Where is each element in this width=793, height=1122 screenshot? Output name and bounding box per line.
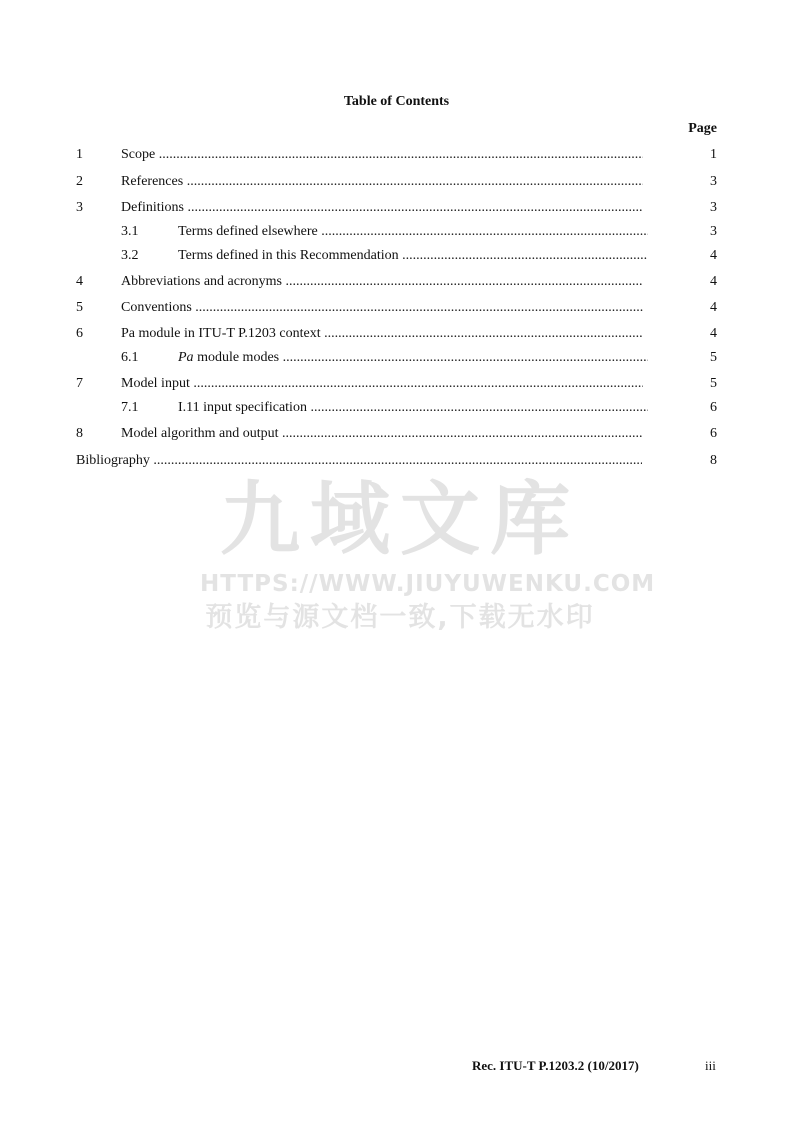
entry-title: Model algorithm and output ..... <box>121 424 643 444</box>
entry-title-italic: Pa <box>178 350 194 365</box>
watermark-notice: 预览与源文档一致,下载无水印 <box>205 602 595 633</box>
toc-entry[interactable] <box>0 424 793 444</box>
entry-page: 5 <box>710 376 717 391</box>
toc-entry[interactable] <box>0 172 793 192</box>
entry-page: 8 <box>710 453 717 468</box>
entry-number: 1 <box>76 147 83 162</box>
footer-page-number: iii <box>705 1058 716 1073</box>
footer-recommendation: Rec. ITU-T P.1203.2 (10/2017) <box>472 1058 639 1073</box>
entry-number: 2 <box>76 174 83 189</box>
entry-page: 3 <box>710 200 717 215</box>
watermark <box>200 472 656 636</box>
toc-entry[interactable] <box>0 298 793 318</box>
entry-title-rest: module modes <box>193 350 280 365</box>
entry-title: References ..... <box>121 172 643 192</box>
toc-entry[interactable] <box>0 398 793 418</box>
toc-entry[interactable] <box>0 348 793 368</box>
toc-entry[interactable] <box>0 374 793 394</box>
entry-title: Definitions ..... <box>121 198 643 218</box>
entry-page: 3 <box>710 224 717 239</box>
entry-page: 6 <box>710 426 717 441</box>
toc-entry[interactable] <box>0 272 793 292</box>
entry-number: 7 <box>76 376 83 391</box>
entry-title: Abbreviations and acronyms ..... <box>121 272 643 292</box>
entry-page: 4 <box>710 326 717 341</box>
toc-entry[interactable] <box>0 324 793 344</box>
entry-number: 7.1 <box>121 400 139 415</box>
entry-page: 3 <box>710 174 717 189</box>
entry-number: 6.1 <box>121 350 139 365</box>
entry-page: 4 <box>710 300 717 315</box>
toc-title: Table of Contents <box>343 94 450 109</box>
entry-number: 3 <box>76 200 83 215</box>
entry-page: 6 <box>710 400 717 415</box>
toc-entry[interactable] <box>0 222 793 242</box>
entry-title: Terms defined elsewhere ..... <box>178 222 648 242</box>
entry-title: Scope ..... <box>121 145 643 165</box>
entry-title: Pa module in ITU-T P.1203 context ..... <box>121 324 643 344</box>
entry-page: 5 <box>710 350 717 365</box>
toc-entry[interactable] <box>0 451 793 471</box>
entry-number: 3.2 <box>121 248 139 263</box>
entry-title: Bibliography ..... <box>76 451 642 471</box>
toc-entry[interactable] <box>0 198 793 218</box>
entry-number: 5 <box>76 300 83 315</box>
entry-number: 6 <box>76 326 83 341</box>
entry-page: 4 <box>710 248 717 263</box>
entry-number: 3.1 <box>121 224 139 239</box>
watermark-url: HTTPS://WWW.JIUYUWENKU.COM <box>200 571 656 597</box>
entry-title: Model input ..... <box>121 374 643 394</box>
entry-number: 4 <box>76 274 83 289</box>
entry-page: 1 <box>710 147 717 162</box>
entry-title: I.11 input specification ..... <box>178 398 648 418</box>
watermark-brand: 九域文库 <box>220 473 580 566</box>
page-column-label: Page <box>688 121 717 136</box>
entry-number: 8 <box>76 426 83 441</box>
entry-title <box>178 348 648 368</box>
entry-title: Terms defined in this Recommendation ..... <box>178 246 648 266</box>
toc-entry[interactable] <box>0 246 793 266</box>
entry-title: Conventions ..... <box>121 298 643 318</box>
toc-entry[interactable] <box>0 145 793 165</box>
entry-page: 4 <box>710 274 717 289</box>
